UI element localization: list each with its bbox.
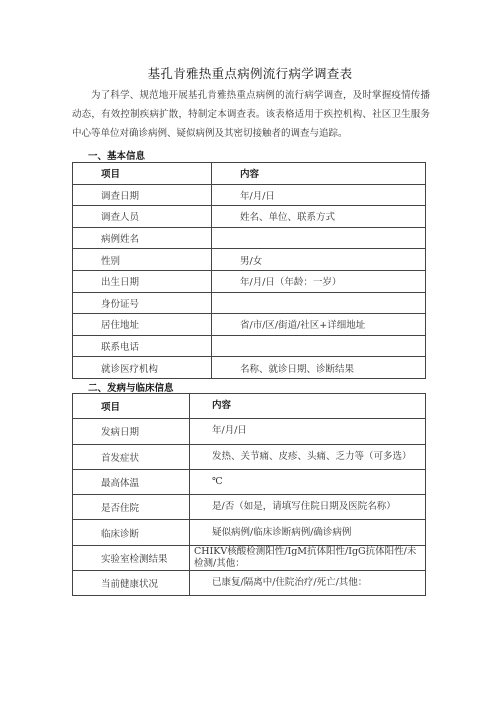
header-item: 项目 bbox=[73, 394, 190, 419]
row-content: 发热、关节痛、皮疹、头痛、乏力等（可多选） bbox=[190, 444, 426, 469]
section-heading-basic-info: 一、基本信息 bbox=[88, 151, 146, 162]
table-row bbox=[73, 314, 426, 336]
table-row bbox=[73, 469, 426, 494]
header-content: 内容 bbox=[190, 394, 426, 419]
row-content: 名称、就诊日期、诊断结果 bbox=[212, 357, 426, 379]
table-row bbox=[73, 419, 426, 444]
table-row bbox=[73, 335, 426, 357]
row-content bbox=[212, 292, 426, 314]
table-row bbox=[73, 520, 426, 545]
row-item: 调查人员 bbox=[73, 206, 212, 228]
row-item: 首发症状 bbox=[73, 444, 190, 469]
row-content: 姓名、单位、联系方式 bbox=[212, 206, 426, 228]
table-row bbox=[73, 292, 426, 314]
header-item: 项目 bbox=[73, 163, 212, 185]
table-row bbox=[73, 357, 426, 379]
row-content: 年/月/日（年龄：一岁） bbox=[212, 270, 426, 292]
row-item: 性别 bbox=[73, 249, 212, 271]
row-item: 是否住院 bbox=[73, 495, 190, 520]
row-content: 是/否（如是，请填写住院日期及医院名称） bbox=[190, 495, 426, 520]
row-content: 男/女 bbox=[212, 249, 426, 271]
row-content: CHIKV核酸检测阳性/IgM抗体阳性/IgG抗体阳性/未检测/其他： bbox=[190, 545, 426, 570]
row-item: 发病日期 bbox=[73, 419, 190, 444]
row-item: 最高体温 bbox=[73, 469, 190, 494]
intro-paragraph: 为了科学、规范地开展基孔肯雅热重点病例的流行病学调查，及时掌握疫情传播动态，有效控制疾病扩散，特制定本调查表。该表格适用于疾控机构、社区卫生服务中心等单位对确诊病例、疑似病例及其密切接触者的调查与追踪。 bbox=[72, 90, 430, 139]
row-item: 实验室检测结果 bbox=[73, 545, 190, 570]
table-row bbox=[73, 227, 426, 249]
row-content: 省/市/区/街道/社区+详细地址 bbox=[212, 314, 426, 336]
table-row bbox=[73, 184, 426, 206]
row-content: 年/月/日 bbox=[212, 184, 426, 206]
row-content: 已康复/隔离中/住院治疗/死亡/其他： bbox=[190, 571, 426, 596]
table-row bbox=[73, 495, 426, 520]
clinical-info-table bbox=[72, 393, 426, 596]
row-item: 就诊医疗机构 bbox=[73, 357, 212, 379]
row-content bbox=[212, 227, 426, 249]
header-content: 内容 bbox=[212, 163, 426, 185]
section-heading-clinical-info: 二、发病与临床信息 bbox=[88, 383, 174, 394]
table-header-row bbox=[73, 394, 426, 419]
row-content: 疑似病例/临床诊断病例/确诊病例 bbox=[190, 520, 426, 545]
row-item: 调查日期 bbox=[73, 184, 212, 206]
basic-info-table bbox=[72, 162, 426, 379]
table-row bbox=[73, 545, 426, 570]
row-item: 居住地址 bbox=[73, 314, 212, 336]
row-item: 身份证号 bbox=[73, 292, 212, 314]
row-item: 当前健康状况 bbox=[73, 571, 190, 596]
table-row bbox=[73, 206, 426, 228]
document-title: 基孔肯雅热重点病例流行病学调查表 bbox=[147, 66, 353, 81]
row-item: 临床诊断 bbox=[73, 520, 190, 545]
table-row bbox=[73, 270, 426, 292]
row-content: ℃ bbox=[190, 469, 426, 494]
table-header-row bbox=[73, 163, 426, 185]
row-content: 年/月/日 bbox=[190, 419, 426, 444]
row-content bbox=[212, 335, 426, 357]
row-item: 出生日期 bbox=[73, 270, 212, 292]
row-item: 病例姓名 bbox=[73, 227, 212, 249]
row-item: 联系电话 bbox=[73, 335, 212, 357]
table-row bbox=[73, 444, 426, 469]
table-row bbox=[73, 571, 426, 596]
table-row bbox=[73, 249, 426, 271]
